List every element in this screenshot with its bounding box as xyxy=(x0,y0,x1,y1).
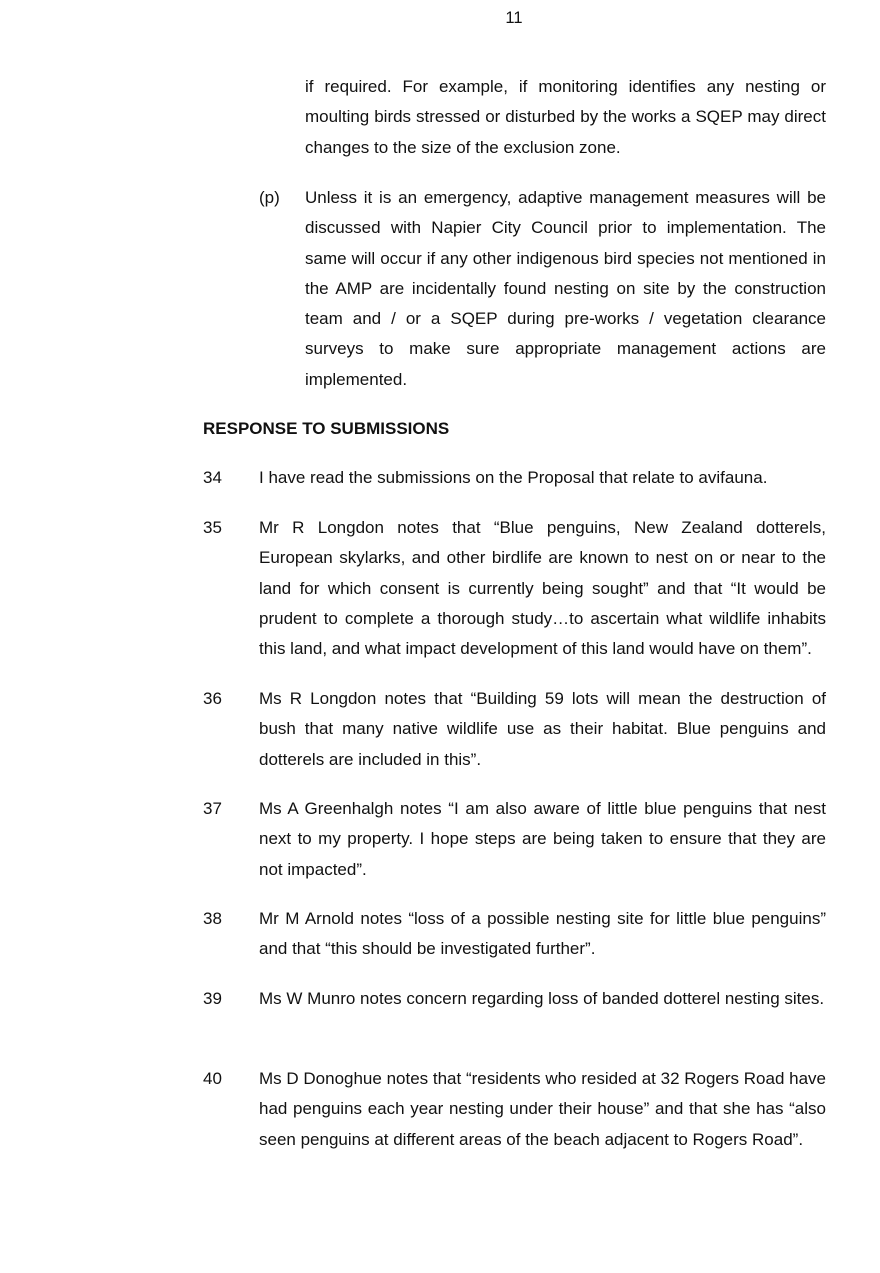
paragraph-39 xyxy=(203,984,826,1014)
sub-item-text: Unless it is an emergency, adaptive management measures will be discussed with Napier City Council prior to implementation. The same will occur if any other indigenous bird species not mentioned in the AMP are incidentally found nesting on site by the construction team and / or a SQEP during pre-works / vegetation clearance surveys to make sure appropriate management actions are implemented. xyxy=(305,188,826,389)
paragraph-text: I have read the submissions on the Proposal that relate to avifauna. xyxy=(259,468,768,487)
paragraph-number: 36 xyxy=(203,689,222,708)
paragraph-text: Ms R Longdon notes that “Building 59 lots will mean the destruction of bush that many native wildlife use as their habitat. Blue penguins and dotterels are included in this”. xyxy=(259,689,826,769)
paragraph-number: 34 xyxy=(203,468,222,487)
paragraph-number: 35 xyxy=(203,518,222,537)
paragraph-37 xyxy=(203,794,826,885)
continuation-text: if required. For example, if monitoring identifies any nesting or moulting birds stressed or disturbed by the works a SQEP may direct changes to the size of the exclusion zone. xyxy=(305,77,826,157)
continuation-paragraph xyxy=(305,72,826,163)
paragraph-text: Ms A Greenhalgh notes “I am also aware of little blue penguins that nest next to my property. I hope steps are being taken to ensure that they are not impacted”. xyxy=(259,799,826,879)
paragraph-40 xyxy=(203,1064,826,1155)
paragraph-number: 40 xyxy=(203,1069,222,1088)
page-number: 11 xyxy=(505,9,523,27)
sub-item-p xyxy=(259,183,826,395)
paragraph-text: Ms W Munro notes concern regarding loss of banded dotterel nesting sites. xyxy=(259,989,825,1008)
paragraph-number: 38 xyxy=(203,909,222,928)
paragraph-text: Mr R Longdon notes that “Blue penguins, New Zealand dotterels, European skylarks, and other birdlife are known to nest on or near to the land for which consent is currently being sought” and that “It would be prudent to complete a thorough study…to ascertain what wildlife inhabits this land, and what impact development of this land would have on them”. xyxy=(259,518,826,659)
paragraph-text: Ms D Donoghue notes that “residents who resided at 32 Rogers Road have had penguins each year nesting under their house” and that she has “also seen penguins at different areas of the beach adjacent to Rogers Road”. xyxy=(259,1069,826,1149)
paragraph-number: 37 xyxy=(203,799,222,818)
paragraph-38 xyxy=(203,904,826,965)
paragraph-35 xyxy=(203,513,826,664)
paragraph-36 xyxy=(203,684,826,775)
sub-item-label: (p) xyxy=(259,188,280,207)
paragraph-text: Mr M Arnold notes “loss of a possible nesting site for little blue penguins” and that “this should be investigated further”. xyxy=(259,909,826,959)
section-heading: RESPONSE TO SUBMISSIONS xyxy=(203,419,450,438)
paragraph-number: 39 xyxy=(203,989,222,1008)
paragraph-34 xyxy=(203,463,826,493)
